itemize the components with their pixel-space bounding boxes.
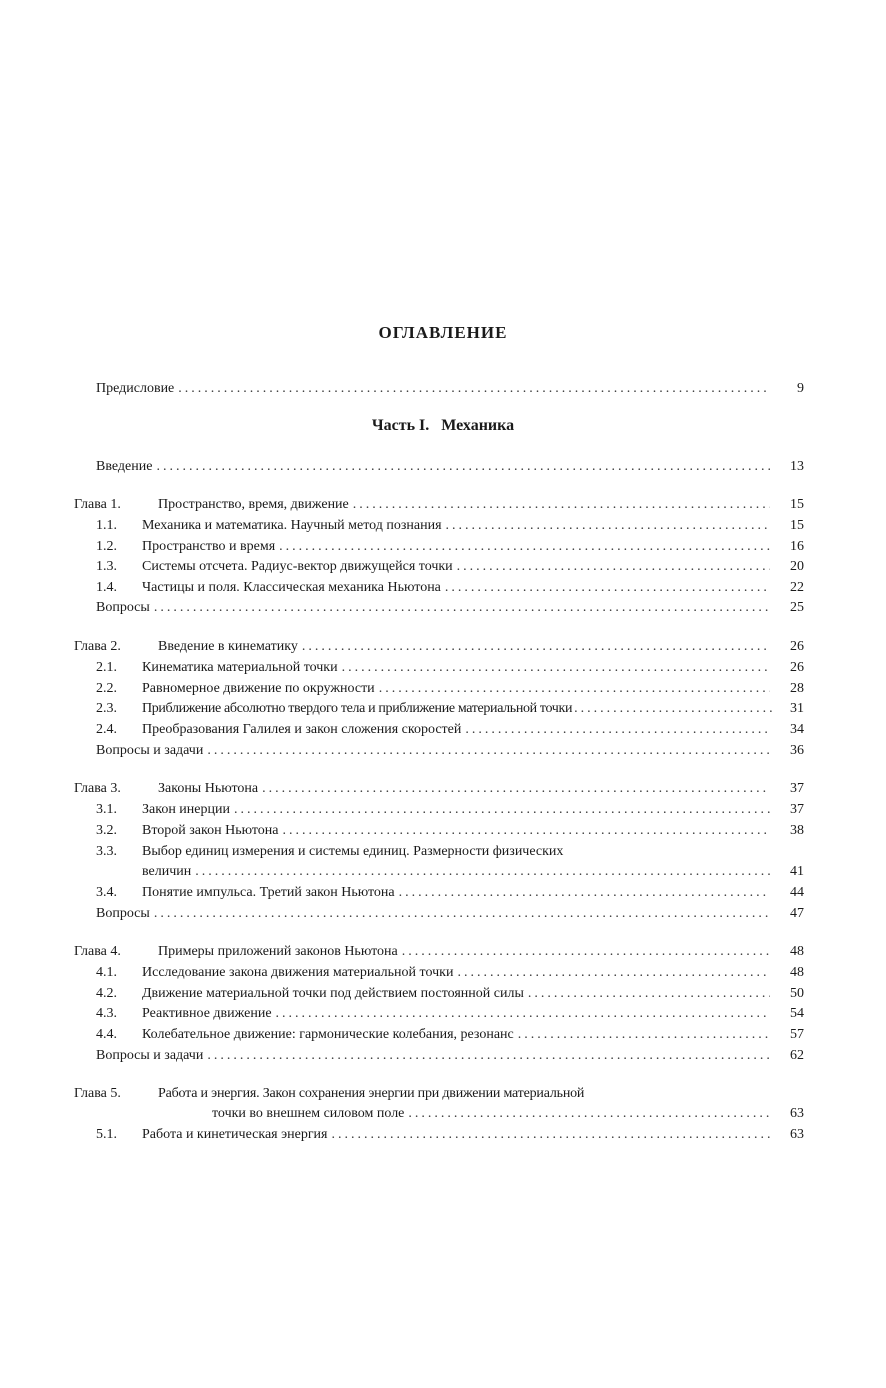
- toc-section[interactable]: [96, 883, 804, 903]
- leader-dots: [154, 904, 770, 924]
- section-title: Исследование закона движения материальной точки: [142, 965, 454, 980]
- toc-questions[interactable]: [96, 1046, 804, 1066]
- section-number: 1.4.: [96, 580, 117, 595]
- part-heading: [0, 417, 886, 435]
- leader-dots: [408, 1104, 770, 1124]
- section-number: 5.1.: [96, 1127, 117, 1142]
- entry-label: Вопросы: [96, 600, 150, 615]
- leader-dots: [154, 598, 770, 618]
- leader-dots: [457, 557, 770, 577]
- toc-chapter-continuation[interactable]: [212, 1104, 804, 1124]
- chapter-title: Примеры приложений законов Ньютона: [158, 944, 398, 959]
- chapter-title: Введение в кинематику: [158, 639, 298, 654]
- toc-section[interactable]: [96, 658, 804, 678]
- toc-chapter[interactable]: [74, 942, 804, 962]
- page-number: 37: [790, 802, 804, 817]
- chapter-number: Глава 5.: [74, 1086, 121, 1101]
- entry-label: Предисловие: [96, 381, 175, 396]
- leader-dots: [528, 984, 770, 1004]
- page-number: 48: [790, 965, 804, 980]
- page-number: 41: [790, 864, 804, 879]
- leader-dots: [342, 658, 770, 678]
- toc-section[interactable]: [96, 1004, 804, 1024]
- leader-dots: [283, 821, 771, 841]
- page-number: 26: [790, 639, 804, 654]
- leader-dots: [353, 495, 770, 515]
- entry-label: Введение: [96, 459, 153, 474]
- toc-chapter[interactable]: [74, 779, 804, 799]
- section-title: Приближение абсолютно твердого тела и приближение материальной точки: [142, 701, 573, 716]
- section-title-continued: величин: [142, 864, 192, 879]
- toc-section-multiline[interactable]: [96, 842, 804, 862]
- section-number: 4.4.: [96, 1027, 117, 1042]
- section-number: 3.4.: [96, 885, 117, 900]
- section-number: 1.3.: [96, 559, 117, 574]
- leader-dots: [379, 679, 770, 699]
- section-title: Понятие импульса. Третий закон Ньютона: [142, 885, 395, 900]
- chapter-number: Глава 3.: [74, 781, 121, 796]
- page-number: 15: [790, 518, 804, 533]
- page-number: 50: [790, 986, 804, 1001]
- toc-section[interactable]: [96, 821, 804, 841]
- page-number: 47: [790, 906, 804, 921]
- section-title: Закон инерции: [142, 802, 230, 817]
- leader-dots: [234, 800, 770, 820]
- section-number: 2.3.: [96, 701, 117, 716]
- section-number: 1.1.: [96, 518, 117, 533]
- page-number: 20: [790, 559, 804, 574]
- toc-section[interactable]: [96, 557, 804, 577]
- chapter-number: Глава 1.: [74, 497, 121, 512]
- page-number: 63: [790, 1106, 804, 1121]
- chapter-number: Глава 2.: [74, 639, 121, 654]
- section-title: Частицы и поля. Классическая механика Ньютона: [142, 580, 441, 595]
- section-title: Выбор единиц измерения и системы единиц. Размерности физических: [142, 844, 564, 859]
- section-number: 2.4.: [96, 722, 117, 737]
- section-title: Равномерное движение по окружности: [142, 681, 375, 696]
- page-number: 9: [797, 381, 804, 396]
- page-number: 36: [790, 743, 804, 758]
- toc-questions[interactable]: [96, 741, 804, 761]
- leader-dots: [445, 578, 770, 598]
- toc-section[interactable]: [96, 578, 804, 598]
- leader-dots: [207, 1046, 770, 1066]
- toc-chapter[interactable]: [74, 495, 804, 515]
- page-number: 44: [790, 885, 804, 900]
- leader-dots: [457, 963, 770, 983]
- toc-section[interactable]: [96, 699, 804, 719]
- page-number: 13: [790, 459, 804, 474]
- entry-label: Вопросы и задачи: [96, 743, 204, 758]
- toc-section[interactable]: [96, 1025, 804, 1045]
- page-number: 38: [790, 823, 804, 838]
- leader-dots: [279, 537, 770, 557]
- chapter-title: Работа и энергия. Закон сохранения энергии при движении материальной: [158, 1086, 585, 1101]
- leader-dots: [178, 379, 770, 399]
- toc-section[interactable]: [96, 800, 804, 820]
- section-number: 4.1.: [96, 965, 117, 980]
- leader-dots: [302, 637, 770, 657]
- section-number: 3.1.: [96, 802, 117, 817]
- toc-section-continuation[interactable]: [142, 862, 804, 882]
- entry-label: Вопросы и задачи: [96, 1048, 204, 1063]
- toc-section[interactable]: [96, 679, 804, 699]
- toc-questions[interactable]: [96, 598, 804, 618]
- leader-dots: [402, 942, 770, 962]
- toc-section[interactable]: [96, 720, 804, 740]
- page-number: 28: [790, 681, 804, 696]
- section-number: 4.3.: [96, 1006, 117, 1021]
- page-number: 62: [790, 1048, 804, 1063]
- entry-label: Вопросы: [96, 906, 150, 921]
- section-title: Преобразования Галилея и закон сложения скоростей: [142, 722, 462, 737]
- section-title: Кинематика материальной точки: [142, 660, 338, 675]
- toc-chapter-multiline[interactable]: [74, 1084, 804, 1104]
- section-number: 2.1.: [96, 660, 117, 675]
- page-number: 54: [790, 1006, 804, 1021]
- leader-dots: [156, 457, 770, 477]
- page-title: ОГЛАВЛЕНИЕ: [378, 323, 508, 342]
- toc-section[interactable]: [96, 1125, 804, 1145]
- leader-dots: [207, 741, 770, 761]
- chapter-number: Глава 4.: [74, 944, 121, 959]
- section-number: 1.2.: [96, 539, 117, 554]
- section-title: Движение материальной точки под действием постоянной силы: [142, 986, 524, 1001]
- toc-questions[interactable]: [96, 904, 804, 924]
- page-number: 26: [790, 660, 804, 675]
- leader-dots: [465, 720, 770, 740]
- leader-dots: [399, 883, 770, 903]
- toc-entry-intro[interactable]: [96, 457, 804, 477]
- section-title: Второй закон Ньютона: [142, 823, 279, 838]
- page-number: 31: [790, 701, 804, 716]
- toc-section[interactable]: [96, 516, 804, 536]
- toc-entry-preface[interactable]: [96, 379, 804, 399]
- leader-dots: [446, 516, 770, 536]
- section-number: 3.3.: [96, 844, 117, 859]
- section-title: Колебательное движение: гармонические колебания, резонанс: [142, 1027, 514, 1042]
- page-number: 63: [790, 1127, 804, 1142]
- section-title: Работа и кинетическая энергия: [142, 1127, 328, 1142]
- toc-chapter[interactable]: [74, 637, 804, 657]
- page-number: 34: [790, 722, 804, 737]
- page-number: 37: [790, 781, 804, 796]
- section-title: Системы отсчета. Радиус-вектор движущейся точки: [142, 559, 453, 574]
- leader-dots: [518, 1025, 770, 1045]
- chapter-title: Законы Ньютона: [158, 781, 259, 796]
- chapter-title: Пространство, время, движение: [158, 497, 349, 512]
- section-title: Пространство и время: [142, 539, 276, 554]
- part-name: Механика: [441, 417, 515, 434]
- toc-section[interactable]: [96, 984, 804, 1004]
- page-number: 57: [790, 1027, 804, 1042]
- leader-dots: [276, 1004, 770, 1024]
- leader-dots: [574, 699, 772, 719]
- page-number: 22: [790, 580, 804, 595]
- page-number: 16: [790, 539, 804, 554]
- section-title: Механика и математика. Научный метод познания: [142, 518, 442, 533]
- leader-dots: [262, 779, 770, 799]
- chapter-title-continued: точки во внешнем силовом поле: [212, 1106, 405, 1121]
- page-number: 25: [790, 600, 804, 615]
- section-number: 4.2.: [96, 986, 117, 1001]
- leader-dots: [195, 862, 770, 882]
- page-number: 48: [790, 944, 804, 959]
- section-title: Реактивное движение: [142, 1006, 272, 1021]
- section-number: 2.2.: [96, 681, 117, 696]
- leader-dots: [332, 1125, 771, 1145]
- toc-section[interactable]: [96, 537, 804, 557]
- toc-section[interactable]: [96, 963, 804, 983]
- section-number: 3.2.: [96, 823, 117, 838]
- part-number: Часть I.: [371, 417, 430, 434]
- page-number: 15: [790, 497, 804, 512]
